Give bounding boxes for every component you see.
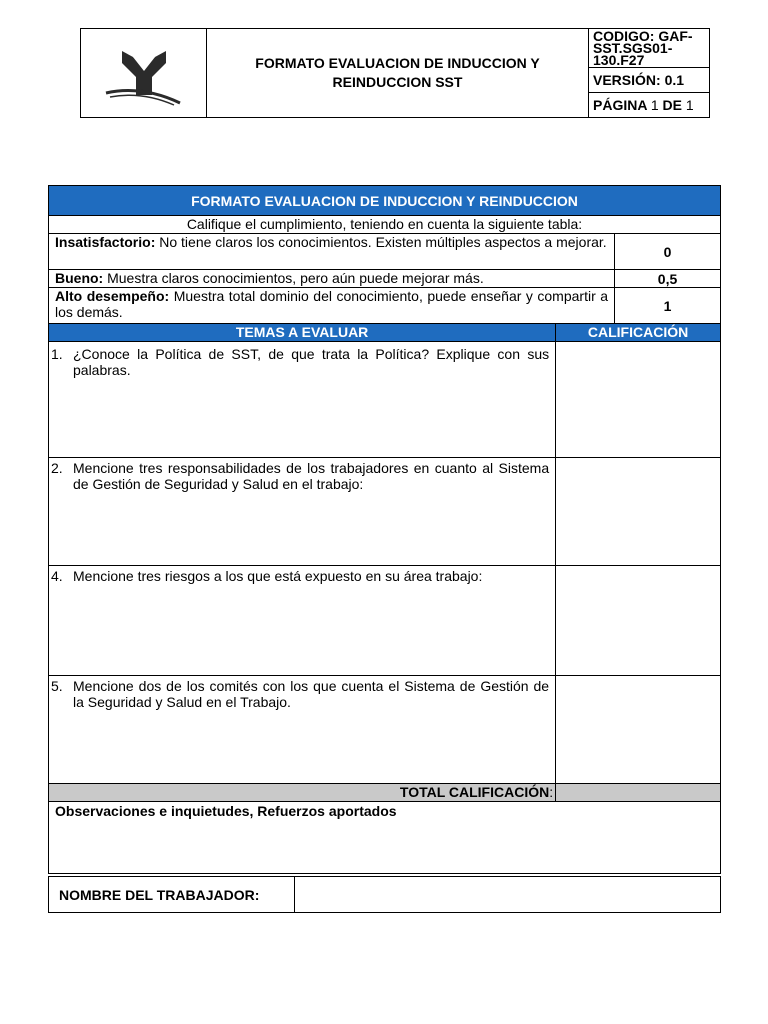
question-item	[49, 676, 556, 784]
question-number: 5.	[51, 678, 63, 694]
version-label: VERSIÓN:	[593, 72, 661, 88]
column-header-score: CALIFICACIÓN	[556, 324, 721, 342]
question-text: ¿Conoce la Política de SST, de que trata la Política? Explique con sus palabras.	[73, 346, 550, 378]
worker-name-label: NOMBRE DEL TRABAJADOR:	[49, 877, 295, 913]
company-logo-icon	[102, 37, 186, 107]
question-number: 2.	[51, 460, 63, 476]
total-label-text: TOTAL CALIFICACIÓN	[399, 784, 550, 800]
pagina-number: 1	[650, 97, 659, 113]
form-title: FORMATO EVALUACION DE INDUCCION Y REINDUCCION	[49, 186, 721, 216]
scale-score: 1	[615, 288, 721, 324]
question-number: 4.	[51, 568, 63, 584]
score-input-cell[interactable]	[556, 342, 721, 458]
question-text: Mencione dos de los comités con los que cuenta el Sistema de Gestión de la Seguridad y Salud en el Trabajo.	[73, 678, 550, 710]
scale-row-bueno	[49, 270, 615, 288]
document-header	[80, 28, 710, 118]
form-instructions: Califique el cumplimiento, teniendo en cuenta la siguiente tabla:	[49, 216, 721, 234]
codigo-label: CODIGO:	[593, 28, 655, 44]
total-label	[49, 784, 556, 802]
title-line-2: REINDUCCION SST	[332, 74, 463, 90]
scale-text: Muestra total dominio del conocimiento, puede enseñar y compartir a los demás.	[55, 288, 609, 320]
title-line-1: FORMATO EVALUACION DE INDUCCION Y	[255, 55, 540, 71]
scale-row-insatisfactorio	[49, 234, 615, 270]
scale-label: Bueno:	[55, 270, 104, 286]
question-text: Mencione tres riesgos a los que está expuesto en su área trabajo:	[73, 568, 483, 584]
question-item	[49, 342, 556, 458]
pagina-de: DE	[662, 97, 682, 113]
worker-name-input[interactable]	[295, 877, 721, 913]
observations-field[interactable]	[49, 802, 721, 874]
pagina-total: 1	[685, 97, 694, 113]
scale-score: 0,5	[615, 270, 721, 288]
codigo-cell	[589, 29, 710, 68]
question-item	[49, 566, 556, 676]
version-cell	[589, 68, 710, 93]
worker-row	[48, 876, 721, 913]
question-number: 1.	[51, 346, 63, 362]
question-item	[49, 458, 556, 566]
total-colon: :	[549, 784, 554, 800]
pagina-cell	[589, 93, 710, 118]
score-input-cell[interactable]	[556, 676, 721, 784]
scale-label: Alto desempeño:	[55, 288, 170, 304]
total-score-cell[interactable]	[556, 784, 721, 802]
version-value: 0.1	[664, 72, 685, 88]
scale-text: No tiene claros los conocimientos. Existen múltiples aspectos a mejorar.	[159, 234, 607, 250]
observations-label: Observaciones e inquietudes, Refuerzos aportados	[55, 803, 397, 819]
score-input-cell[interactable]	[556, 566, 721, 676]
scale-row-alto-desempeno	[49, 288, 615, 324]
column-header-topics: TEMAS A EVALUAR	[49, 324, 556, 342]
codigo-value: GAF-SST.SGS01-130.F27	[593, 28, 693, 68]
scale-label: Insatisfactorio:	[55, 234, 156, 250]
scale-text: Muestra claros conocimientos, pero aún puede mejorar más.	[107, 270, 484, 286]
logo-cell	[81, 29, 207, 118]
document-title	[207, 29, 589, 118]
question-text: Mencione tres responsabilidades de los trabajadores en cuanto al Sistema de Gestión de Seguridad y Salud en el trabajo:	[73, 460, 550, 492]
score-input-cell[interactable]	[556, 458, 721, 566]
scale-score: 0	[615, 234, 721, 270]
evaluation-form	[48, 185, 721, 874]
pagina-label: PÁGINA	[593, 97, 647, 113]
